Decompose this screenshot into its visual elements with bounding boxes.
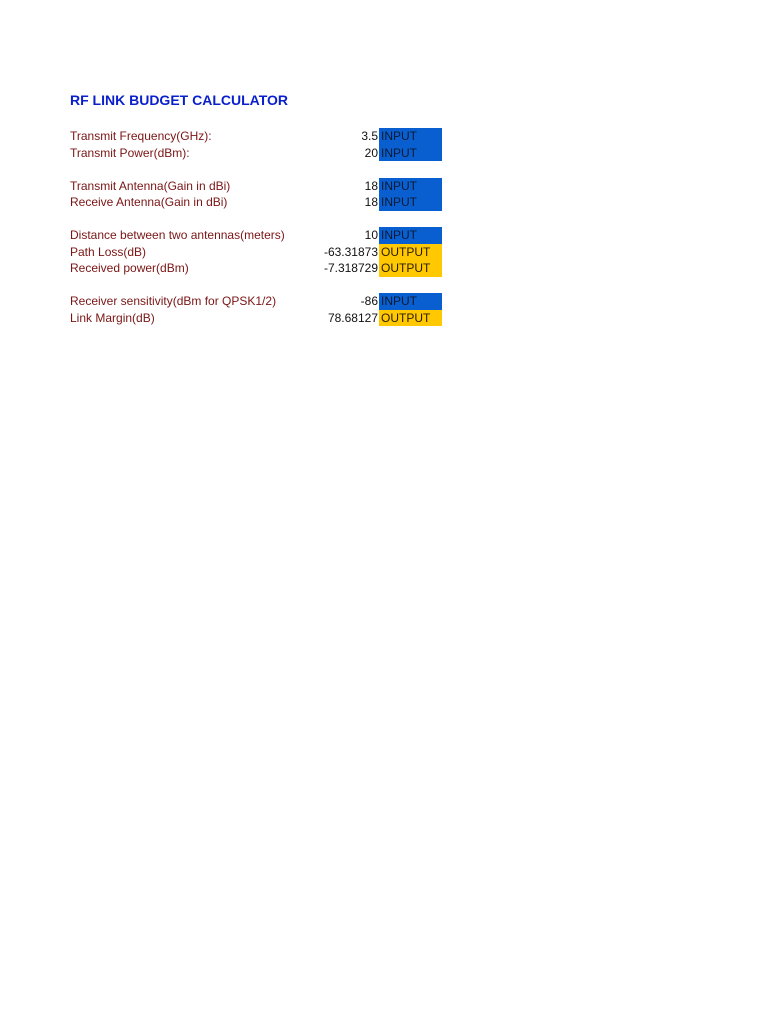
row-transmit-frequency <box>70 128 443 145</box>
row-label: Receiver sensitivity(dBm for QPSK1/2) <box>70 294 277 308</box>
input-tag: INPUT <box>379 293 442 310</box>
row-label: Received power(dBm) <box>70 261 189 275</box>
row-link-margin <box>70 310 443 327</box>
row-transmit-antenna <box>70 178 443 195</box>
receive-antenna-gain-value[interactable]: 18 <box>364 195 378 209</box>
row-transmit-power <box>70 145 443 162</box>
row-label: Distance between two antennas(meters) <box>70 228 285 242</box>
path-loss-value: -63.31873 <box>323 244 378 259</box>
output-tag: OUTPUT <box>379 260 442 277</box>
row-label: Transmit Antenna(Gain in dBi) <box>70 178 231 193</box>
row-spacer <box>70 211 443 228</box>
receiver-sensitivity-value[interactable]: -86 <box>360 294 378 308</box>
row-receiver-sensitivity <box>70 293 443 310</box>
row-label: Link Margin(dB) <box>70 310 155 325</box>
distance-value[interactable]: 10 <box>364 228 378 242</box>
input-tag: INPUT <box>379 128 442 145</box>
row-label: Transmit Frequency(GHz): <box>70 129 212 143</box>
row-received-power <box>70 260 443 277</box>
input-tag: INPUT <box>379 194 442 211</box>
input-tag: INPUT <box>379 227 442 244</box>
received-power-value: -7.318729 <box>323 261 378 275</box>
link-budget-table <box>70 128 443 326</box>
row-label: Path Loss(dB) <box>70 244 147 259</box>
input-tag: INPUT <box>379 178 442 195</box>
transmit-antenna-gain-value[interactable]: 18 <box>364 178 378 193</box>
row-receive-antenna <box>70 194 443 211</box>
row-label: Receive Antenna(Gain in dBi) <box>70 195 228 209</box>
output-tag: OUTPUT <box>379 244 442 261</box>
link-margin-value: 78.68127 <box>327 310 378 325</box>
row-distance <box>70 227 443 244</box>
row-spacer <box>70 277 443 294</box>
output-tag: OUTPUT <box>379 310 442 327</box>
page-title: RF LINK BUDGET CALCULATOR <box>70 92 289 108</box>
row-spacer <box>70 161 443 178</box>
transmit-frequency-value[interactable]: 3.5 <box>361 129 378 143</box>
row-label: Transmit Power(dBm): <box>70 145 190 160</box>
input-tag: INPUT <box>379 145 442 162</box>
transmit-power-value[interactable]: 20 <box>364 145 378 160</box>
row-path-loss <box>70 244 443 261</box>
